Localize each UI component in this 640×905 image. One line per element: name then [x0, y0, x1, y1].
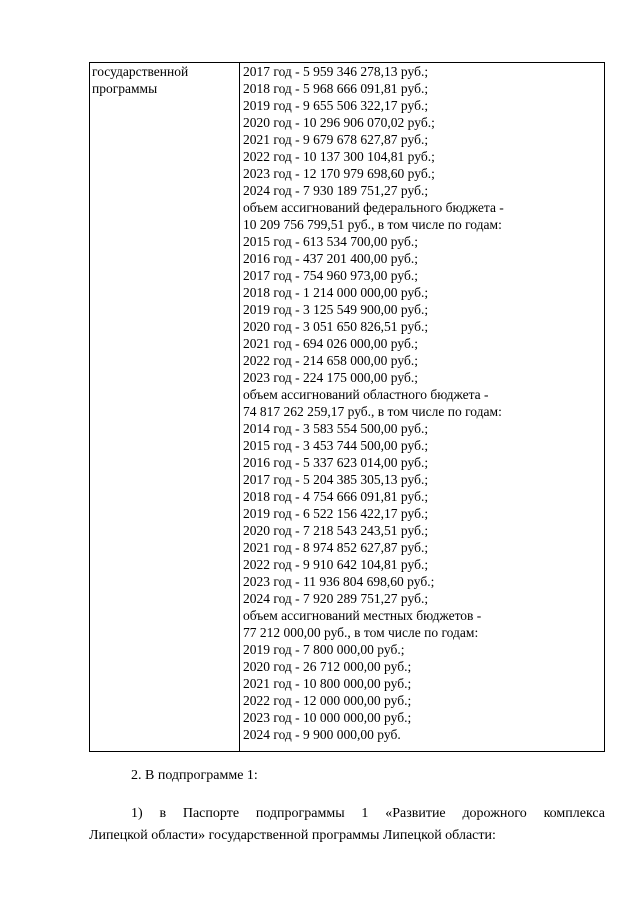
budget-line: 2020 год - 7 218 543 243,51 руб.;	[243, 523, 429, 538]
paragraph-word: 1	[361, 806, 369, 821]
budget-line: 2015 год - 613 534 700,00 руб.;	[243, 234, 418, 249]
budget-line: объем ассигнований областного бюджета -	[243, 387, 489, 402]
budget-line: 2021 год - 9 679 678 627,87 руб.;	[243, 132, 429, 147]
left-label-line: программы	[92, 81, 158, 96]
table-left-cell	[92, 63, 237, 97]
budget-line: 2024 год - 7 930 189 751,27 руб.;	[243, 183, 429, 198]
paragraph-word: подпрограммы	[255, 806, 345, 821]
budget-line: 2017 год - 5 204 385 305,13 руб.;	[243, 472, 429, 487]
paragraph-word: дорожного	[462, 806, 527, 821]
budget-table	[89, 62, 605, 752]
budget-line: 2021 год - 10 800 000,00 руб.;	[243, 676, 412, 691]
passport-paragraph	[89, 803, 605, 847]
budget-line: 74 817 262 259,17 руб., в том числе по годам:	[243, 404, 502, 419]
budget-line: 2017 год - 5 959 346 278,13 руб.;	[243, 64, 429, 79]
budget-line: 2020 год - 3 051 650 826,51 руб.;	[243, 319, 429, 334]
budget-line: 2023 год - 11 936 804 698,60 руб.;	[243, 574, 435, 589]
paragraph-word: в	[159, 806, 167, 821]
budget-line: 2021 год - 8 974 852 627,87 руб.;	[243, 540, 429, 555]
budget-line: 2019 год - 6 522 156 422,17 руб.;	[243, 506, 429, 521]
left-label-line: государственной	[92, 64, 189, 79]
budget-line: 2018 год - 4 754 666 091,81 руб.;	[243, 489, 429, 504]
paragraph-word: Паспорте	[182, 806, 240, 821]
paragraph-line-1	[89, 803, 605, 825]
budget-line: 2016 год - 5 337 623 014,00 руб.;	[243, 455, 429, 470]
budget-line: 2018 год - 5 968 666 091,81 руб.;	[243, 81, 429, 96]
paragraph-word: комплекса	[543, 806, 605, 821]
budget-line: 2020 год - 10 296 906 070,02 руб.;	[243, 115, 435, 130]
budget-line: 2024 год - 9 900 000,00 руб.	[243, 727, 401, 742]
paragraph-word: 1)	[131, 806, 143, 821]
budget-line: 2016 год - 437 201 400,00 руб.;	[243, 251, 418, 266]
budget-line: 2019 год - 3 125 549 900,00 руб.;	[243, 302, 429, 317]
budget-line: 2023 год - 10 000 000,00 руб.;	[243, 710, 412, 725]
budget-line: объем ассигнований местных бюджетов -	[243, 608, 482, 623]
budget-line: 2023 год - 224 175 000,00 руб.;	[243, 370, 418, 385]
table-column-divider	[239, 63, 240, 751]
budget-line: 2019 год - 9 655 506 322,17 руб.;	[243, 98, 429, 113]
budget-line: 2014 год - 3 583 554 500,00 руб.;	[243, 421, 429, 436]
budget-line: 2020 год - 26 712 000,00 руб.;	[243, 659, 412, 674]
paragraph-line-2: Липецкой области» государственной программы Липецкой области:	[89, 828, 496, 843]
budget-line: 2022 год - 9 910 642 104,81 руб.;	[243, 557, 429, 572]
budget-line: 2022 год - 12 000 000,00 руб.;	[243, 693, 412, 708]
budget-line: 77 212 000,00 руб., в том числе по годам:	[243, 625, 479, 640]
budget-line: 2022 год - 214 658 000,00 руб.;	[243, 353, 418, 368]
budget-line: 2017 год - 754 960 973,00 руб.;	[243, 268, 418, 283]
paragraph-word: «Развитие	[385, 806, 446, 821]
budget-line: 10 209 756 799,51 руб., в том числе по годам:	[243, 217, 502, 232]
budget-line: 2024 год - 7 920 289 751,27 руб.;	[243, 591, 429, 606]
budget-line: 2022 год - 10 137 300 104,81 руб.;	[243, 149, 435, 164]
table-right-cell	[243, 63, 603, 743]
subprogram-heading: 2. В подпрограмме 1:	[131, 768, 258, 783]
budget-line: 2015 год - 3 453 744 500,00 руб.;	[243, 438, 429, 453]
budget-line: 2023 год - 12 170 979 698,60 руб.;	[243, 166, 435, 181]
budget-line: объем ассигнований федерального бюджета -	[243, 200, 504, 215]
budget-line: 2019 год - 7 800 000,00 руб.;	[243, 642, 405, 657]
budget-line: 2021 год - 694 026 000,00 руб.;	[243, 336, 418, 351]
budget-line: 2018 год - 1 214 000 000,00 руб.;	[243, 285, 429, 300]
